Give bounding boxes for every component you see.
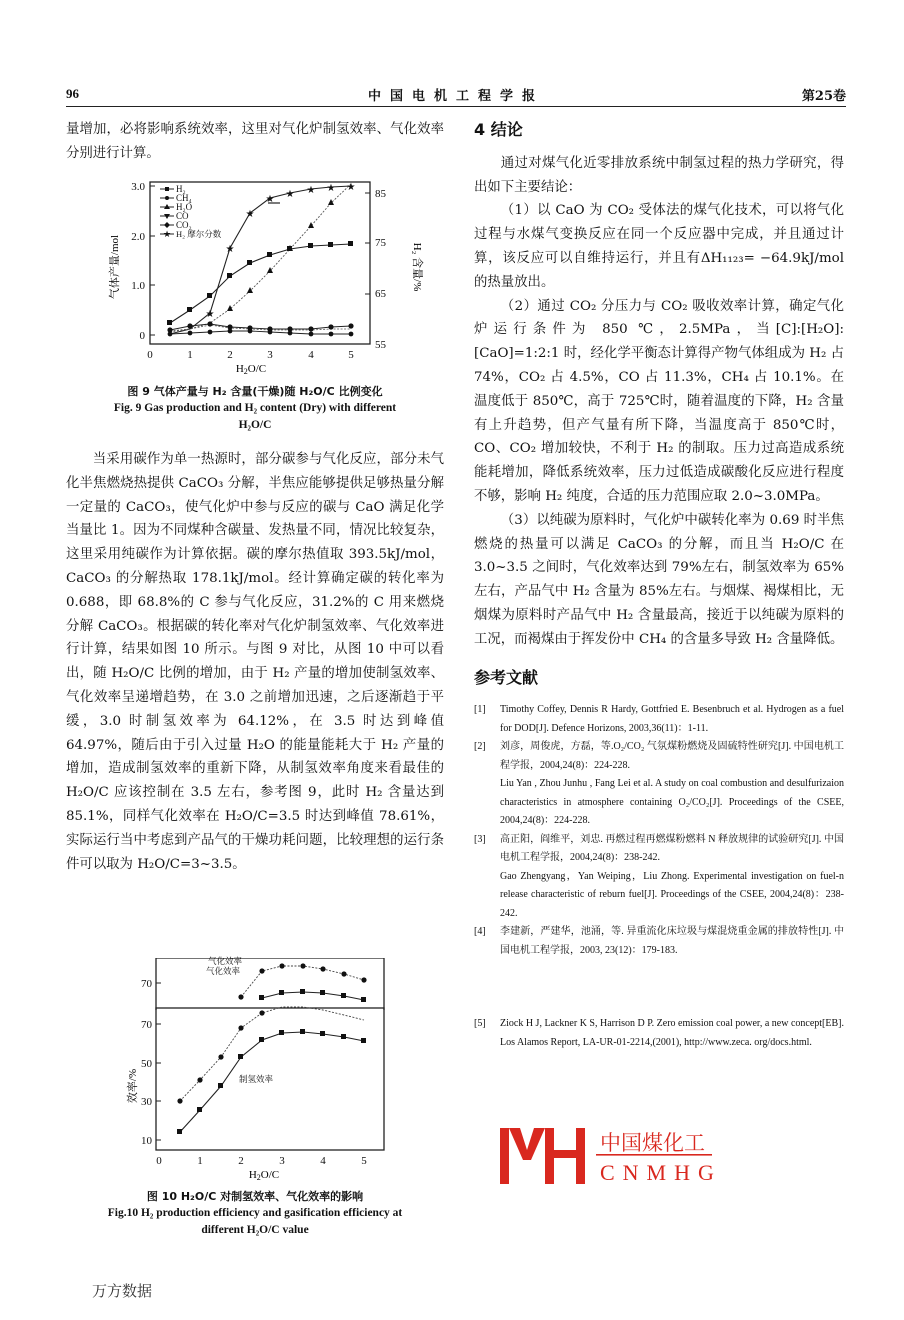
- right-column: [474, 118, 844, 1052]
- svg-text:效率/%: 效率/%: [127, 1068, 139, 1104]
- figure-9-chart: [96, 172, 426, 382]
- figure-9-caption-zh: 图 9 气体产量与 H₂ 含量(干燥)随 H₂O/C 比例变化: [127, 385, 383, 398]
- conclusion-2: （2）通过 CO₂ 分压力与 CO₂ 吸收效率计算，确定气化炉运行条件为 850 ℃，2.5MPa，当[C]:[H₂O]:[CaO]=1:2:1 时，经化学平衡态计算得产物气体组成为 H₂ 占 74%，CO₂ 占 4.5%，CO 占 11.3%，CH₄ 占 10.1%。在温度低于 850℃，高于 725℃时，随着温度的下降，H₂ 含量有上升趋势，但产气量有所下降，当温度高于 850℃时，CO、CO₂ 增加较快，不利于 H₂ 的制取。压力过高造成系统能耗增加，降低系统效率，压力过低造成碳酸化反应进行程度不够，影响 H₂ 纯度，合适的压力范围应取 2.0~3.0MPa。: [474, 298, 844, 504]
- svg-text:★: ★: [225, 244, 235, 255]
- svg-text:4: 4: [320, 1155, 326, 1167]
- intro-paragraph: 量增加，必将影响系统效率，这里对气化炉制氢效率、气化效率分别进行计算。: [66, 122, 444, 161]
- cnmhg-watermark: [500, 1126, 720, 1185]
- cnmhg-logo-icon: [500, 1126, 720, 1186]
- figure-10-caption-en-2: different H₂O/C value: [201, 1224, 309, 1236]
- svg-text:★: ★: [265, 194, 275, 205]
- conclusion-1: （1）以 CaO 为 CO₂ 受体法的煤气化技术，可以将气化过程与水煤气变换反应在同一个反应器中完成，并且通过计算，该反应可以自维持运行，并且有ΔH₁₁₂₃= −64.9kJ/mol 的热量放出。: [474, 203, 844, 290]
- svg-text:0: 0: [156, 1155, 162, 1167]
- svg-text:★: ★: [285, 189, 295, 200]
- svg-text:2: 2: [238, 1155, 244, 1167]
- watermark-zh: 中国煤化工: [600, 1131, 705, 1155]
- svg-text:5: 5: [361, 1155, 367, 1167]
- svg-text:75: 75: [375, 237, 386, 249]
- watermark-en: CNMHG: [600, 1160, 720, 1185]
- svg-text:3: 3: [279, 1155, 285, 1167]
- svg-text:H₂ 摩尔分数: H₂ 摩尔分数: [176, 229, 222, 239]
- figure-10-chart: [96, 1006, 396, 1181]
- volume-label: 第25卷: [801, 89, 846, 104]
- reference-list: [474, 701, 844, 1052]
- svg-text:65: 65: [375, 288, 386, 300]
- conclusion-intro: 通过对煤气化近零排放系统中制氢过程的热力学研究，得出如下主要结论：: [474, 155, 844, 195]
- svg-text:制氢效率: 制氢效率: [239, 1074, 274, 1084]
- figure-9-caption-en-2: H₂O/C: [238, 419, 272, 431]
- svg-text:10: 10: [141, 1135, 152, 1147]
- section-title-conclusion: 4 结论: [474, 120, 523, 139]
- figure-10-frame-top: [96, 958, 396, 1010]
- svg-text:★: ★: [306, 185, 316, 196]
- svg-text:50: 50: [141, 1058, 152, 1070]
- journal-title: 中国电机工程学报: [367, 89, 544, 104]
- running-header: [66, 84, 846, 107]
- figure-10-caption: [66, 1188, 444, 1239]
- svg-text:30: 30: [141, 1096, 152, 1108]
- svg-text:0: 0: [147, 349, 153, 361]
- svg-text:5: 5: [348, 349, 354, 361]
- svg-text:★: ★: [205, 309, 215, 320]
- svg-text:CO: CO: [176, 211, 189, 221]
- svg-text:★: ★: [245, 209, 255, 220]
- gasification-label: 气化效率: [208, 956, 243, 966]
- figure-9-caption-en-1: Fig. 9 Gas production and H₂ content (Dry) with different: [113, 402, 397, 414]
- reference-item: [4] 李建新，严建华，池涌，等. 异重流化床垃圾与煤混烧重金属的排放特性[J]. 中国电机工程学报，2003, 23(12)：179-183.: [474, 923, 844, 1015]
- svg-text:气体产量/mol: 气体产量/mol: [109, 234, 121, 300]
- svg-text:55: 55: [375, 339, 386, 351]
- figure-9-legend: [160, 184, 222, 239]
- svg-text:★: ★: [346, 182, 356, 193]
- svg-text:2: 2: [227, 349, 233, 361]
- svg-text:70: 70: [141, 1019, 152, 1031]
- svg-text:1: 1: [187, 349, 193, 361]
- svg-text:★: ★: [162, 229, 172, 239]
- reference-item: [2] 刘彦，周俊虎，方磊，等.O₂/CO₂ 气氛煤粉燃烧及固硫特性研究[J]. 中国电机工程学报，2004,24(8)：224-228. Liu Yan , Zhou Junhu , Fang Lei et al. A study on coal combustion and desulfurizaion characteristics in atmosphere containing O₂/CO₂[J]. Proceedings of the CSEE, 2004,24(8)：224-228.: [474, 741, 844, 827]
- figure-9-caption: [66, 383, 444, 434]
- svg-text:70: 70: [141, 978, 152, 990]
- left-body: [66, 448, 444, 876]
- figure-10-caption-zh: 图 10 H₂O/C 对制氢效率、气化效率的影响: [146, 1190, 364, 1203]
- conclusion-3: （3）以纯碳为原料时，气化炉中碳转化率为 0.69 时半焦燃烧的热量可以满足 CaCO₃ 的分解，而且当 H₂O/C 在 3.0~3.5 之间时，气化效率达到 79%左右，制氢效率为 65%左右，产品气中 H₂ 含量为 85%左右。与烟煤、褐煤相比，无烟煤为原料时产品气中 H₂ 含量最高，接近于以纯碳为原料的工况，而褐煤由于挥发份中 CH₄ 的含量多导致 H₂ 含量降低。: [474, 512, 844, 647]
- svg-text:85: 85: [375, 188, 386, 200]
- svg-text:3.0: 3.0: [131, 181, 145, 193]
- reference-item: [3] 高正阳，阎维平，刘忠. 再燃过程再燃煤粉燃料 N 释放规律的试验研究[J]. 中国电机工程学报，2004,24(8)：238-242. Gao Zhengyang，Yan Weiping，Liu Zhong. Experimental investigation on fuel-n release characteristic of reburn fuel[J]. Proceedings of the CSEE, 2004,24(8)：238-242.: [474, 833, 844, 919]
- figure-10-caption-en-1: Fig.10 H₂ production efficiency and gasification efficiency at: [107, 1207, 403, 1219]
- page-number: 96: [66, 86, 79, 101]
- svg-text:CH₄: CH₄: [176, 193, 192, 203]
- svg-text:H₂O: H₂O: [176, 202, 193, 212]
- svg-text:1.0: 1.0: [131, 280, 145, 292]
- reference-item: [1] Timothy Coffey, Dennis R Hardy, Gottfried E. Besenbruch et al. Hydrogen as a fuel for DOD[J]. Defence Horizons, 2003,36(11)：1-11.: [474, 704, 844, 734]
- svg-text:4: 4: [308, 349, 314, 361]
- left-column: [66, 118, 444, 166]
- reference-4-obscured-text: [500, 960, 844, 1015]
- svg-text:H2O/C: H2O/C: [248, 1169, 280, 1181]
- svg-text:1: 1: [197, 1155, 203, 1167]
- references-title: 参考文献: [474, 667, 539, 687]
- footer-source: 万方数据: [92, 1282, 153, 1300]
- body-paragraph-1: 当采用碳作为单一热源时，部分碳参与气化反应，部分未气化半焦燃烧热提供 CaCO₃ 分解，半焦应能够提供足够热量分解一定量的 CaCO₃，使气化炉中参与反应的碳与 CaO 满足化学当量比 1。因为不同煤种含碳量、发热量不同，情况比较复杂，这里采用纯碳作为计算依据。碳的摩尔热值取 393.5kJ/mol，CaCO₃ 的分解热取 178.1kJ/mol。经计算确定碳的转化率为 0.688，即 68.8%的 C 参与气化反应，31.2%的 C 用来燃烧分解 CaCO₃。根据碳的转化率对气化炉制氢效率、气化效率进行计算，结果如图 10 所示。与图 9 对比，从图 10 中可以看出，随 H₂O/C 比例的增加，由于 H₂ 产量的增加使制氢效率、气化效率呈递增趋势，在 3.0 之前增加迅速，之后逐渐趋于平缓，3.0 时制氢效率为 64.12%，在 3.5 时达到峰值 64.97%，随后由于引入过量 H₂O 的能量能耗大于 H₂ 产量的增加，造成制氢效率的重新下降，从制氢效率角度来看最佳的 H₂O/C 应该控制在 3.5 左右，参考图 9，此时 H₂ 含量达到 85.1%，同样气化效率在 H₂O/C=3.5 时达到峰值 78.61%，实际运行当中考虑到产品气的干燥功耗问题，比较理想的运行条件可以取为 H₂O/C=3~3.5。: [66, 452, 444, 872]
- svg-text:气化效率: 气化效率: [206, 966, 241, 976]
- svg-text:2.0: 2.0: [131, 231, 145, 243]
- reference-item: [5] Ziock H J, Lackner K S, Harrison D P. Zero emission coal power, a new concept[EB]. Los Alamos Report, LA-UR-01-2214,(2001), http://www.zeca. org/docs.html.: [474, 1018, 844, 1048]
- svg-text:H2O/C: H2O/C: [235, 363, 267, 376]
- svg-text:3: 3: [267, 349, 273, 361]
- svg-text:H₂ 含量/%: H₂ 含量/%: [411, 242, 423, 292]
- svg-text:★: ★: [326, 183, 336, 194]
- svg-text:0: 0: [139, 330, 145, 342]
- svg-text:H₂: H₂: [176, 184, 186, 194]
- svg-text:CO₂: CO₂: [176, 220, 192, 230]
